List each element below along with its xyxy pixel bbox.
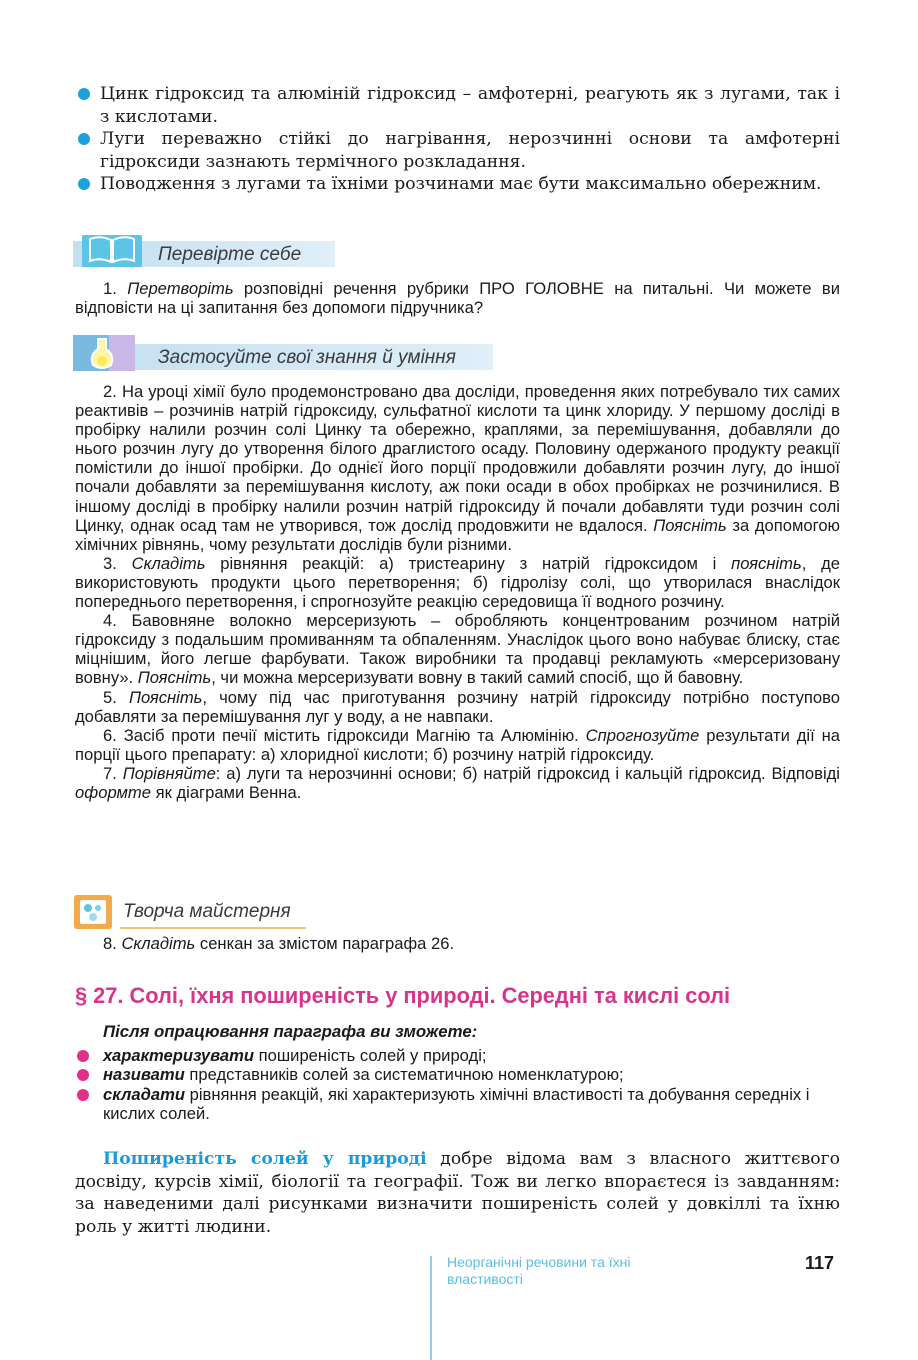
question-8: 8. Складіть сенкан за змістом параграфа 26. [103,934,455,953]
summary-bullets [75,83,840,196]
question-1: 1. Перетворіть розповідні речення рубрики ПРО ГОЛОВНЕ на питальні. Чи можете ви відповісти на ці запитання без допомоги підручника? [75,279,840,318]
bullet-dot-icon [77,1089,89,1101]
creative-workshop-title: Творча майстерня [123,901,291,922]
bullet-dot-icon [77,1050,89,1062]
intro-paragraph: Поширеність солей у природі добре відома вам з власного життєвого досвіду, курсів хімії, біології та географії. Тож ви легко впораєтеся із завданням: за наведеними далі рисунками визначити поширеність солей у довкіллі та їхню роль у житті людини. [75,1149,840,1238]
footer-divider [430,1256,432,1360]
question-5: 5. Поясніть, чому під час приготування розчину натрій гідроксиду потрібно поступово добавляти за перемішування луг у воду, а не навпаки. [75,687,840,726]
creative-underline [120,927,306,929]
intro-keyword: Поширеність солей у природі [103,1149,427,1169]
objectives-title: Після опрацювання параграфа ви зможете: [103,1022,478,1041]
question-4: 4. Бавовняне волокно мерсеризують – обробляють концентрованим розчином натрій гідроксиду з подальшим промиванням та обпаленням. Унаслідок цього воно набуває блиску, стає міцнішим, його легше фарбувати. Також виробники та продавці рекламують «мерсеризовану вовну». Поясніть, чи можна мерсеризувати вовну в такий самий спосіб, що й бавовну. [75,611,840,688]
apply-questions [75,382,840,802]
flask-icon [73,333,135,376]
bullet-dot-icon [78,88,90,100]
bullet-dot-icon [77,1069,89,1081]
check-questions [75,279,840,317]
objective-item: складати рівняння реакцій, які характеризують хімічні властивості та добування середніх і кислих солей. [75,1085,840,1124]
summary-bullet: Цинк гідроксид та алюміній гідроксид – амфотерні, реагують як з лугами, так і з кислотами. [75,83,840,128]
paragraph-heading: § 27. Солі, їхня поширеність у природі. Середні та кислі солі [75,983,731,1008]
running-footer-section: Неорганічні речовини та їхні властивості [447,1254,631,1287]
apply-knowledge-title: Застосуйте свої знання й уміння [158,347,456,368]
check-yourself-title: Перевірте себе [158,244,302,265]
summary-bullet: Поводження з лугами та їхніми розчинами має бути максимально обережним. [75,173,840,196]
question-6: 6. Засіб проти печії містить гідроксиди Магнію та Алюмінію. Спрогнозуйте результати дії на порції цього препарату: а) хлоридної кислоти; б) розчину натрій гідроксиду. [75,725,840,764]
objectives-list [75,1046,840,1123]
creative-questions [75,934,840,953]
question-2: 2. На уроці хімії було продемонстровано два досліди, проведення яких потребувало тих самих реактивів – розчинів натрій гідроксиду, сульфатної кислоти та цинк хлориду. У першому досліді в пробірку налили розчин солі Цинку та обережно, краплями, за перемішування, добавляли до нього розчин лугу до утворення білого драглистого осаду. Половину одержаного продукту реакції помістили до іншої пробірки. До однієї його порції продовжили добавляти розчин лугу, до іншої почали добавляти за перемішування кислоту, аж поки осади в обох пробірках не розчинилися. В іншому досліді в пробірку налили розчин натрій гідроксиду й почали добавляти туди розчин солі Цинку, однак осад там не утворився, тож дослід продовжити не вдалося. Поясніть за допомогою хімічних рівнянь, чому результати дослідів були різними. [75,382,840,554]
question-7: 7. Порівняйте: а) луги та нерозчинні основи; б) натрій гідроксид і кальцій гідроксид. Відповіді оформте як діаграми Венна. [75,763,840,802]
page-number: 117 [805,1253,835,1273]
question-3: 3. Складіть рівняння реакцій: а) тристеарину з натрій гідроксидом і поясніть, де використовують продукти цього перетворення; б) гідролізу солі, що утворилася внаслідок попереднього перетворення, і спрогнозуйте реакцію середовища її водного розчину. [75,553,841,612]
summary-bullet: Луги переважно стійкі до нагрівання, нерозчинні основи та амфотерні гідроксиди зазнають термічного розкладання. [75,128,840,173]
book-icon [82,231,142,272]
bullet-dot-icon [78,133,90,145]
objective-item: називати представників солей за систематичною номенклатурою; [75,1065,840,1084]
palette-icon [74,895,112,934]
bullet-dot-icon [78,178,90,190]
objective-item: характеризувати поширеність солей у природі; [75,1046,840,1065]
